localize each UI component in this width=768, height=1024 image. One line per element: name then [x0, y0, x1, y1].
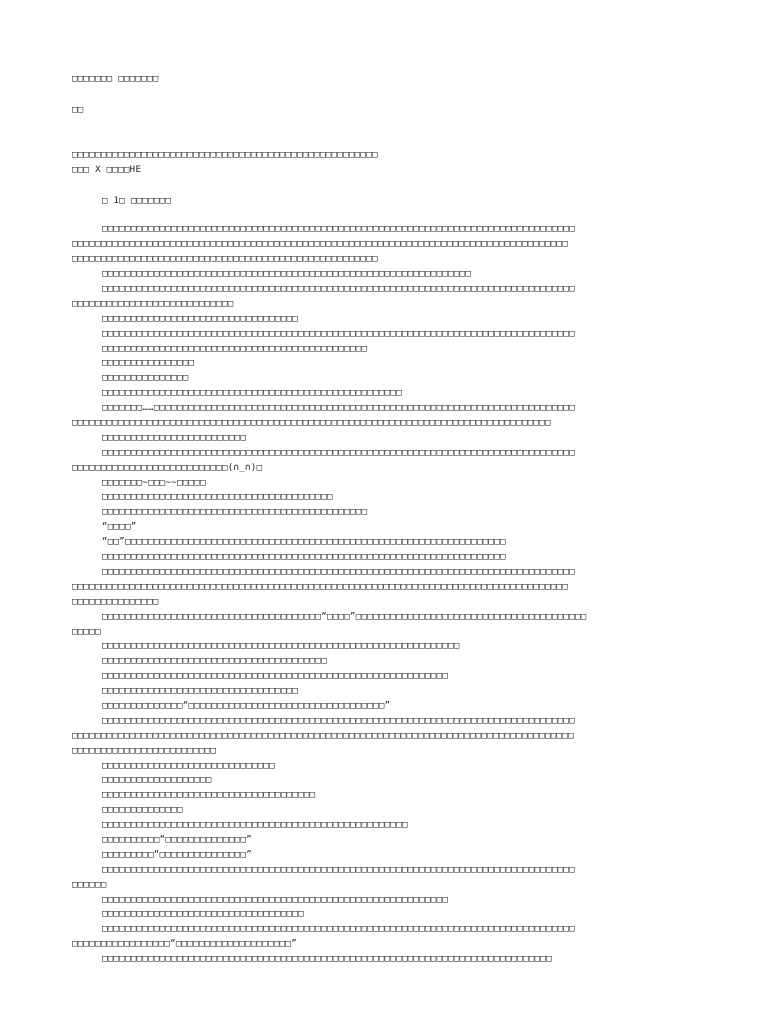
body-text-line: □□□□□□□□□□□□□□□□□□□□□□□□□□□□□□□□□□□□□□□□□□□□□□□□□□□□□□□□□□□□□□□□□□□□□□□□□□□□□□ [102, 954, 552, 965]
body-text-line: □□□□□□□□□□□□□□□□□□□□□□□□□□□□□□□□□□□□□□□□□□□□□□□□□□□□□□□□□□□□□□□□□□□□□□□□□□□□□□□□□□ [102, 715, 576, 726]
body-text-line: “□□”□□□□□□□□□□□□□□□□□□□□□□□□□□□□□□□□□□□□□□□□□□□□□□□□□□□□□□□□□□□□□□□□□□ [102, 537, 506, 548]
body-text-line: □□□□□□□□□□□□□□□□□□□□□□□□□□□□□□□□□□□ [102, 909, 304, 920]
body-text-line: □□□□□□□□□□□□□□□□□□□□□□□□□□□□□□□□□□□□□□□□□□□□□□□□□□□□□□□□□□□□□□□□□□□□□□□□□□□□□□□□□□ [102, 566, 576, 577]
document-page [72, 72, 708, 967]
body-text-line: □□□□□□□□□□□□□□□□□“□□□□□□□□□□□□□□□□□□□□” [72, 939, 297, 950]
body-text-line: □□□□□□□□□□□□□□□□□□□□□□□□□□□□□□□□□□□□□□□□□□□□□□ [102, 343, 368, 354]
body-text-line: □□□□□□□□□□□□□□□□□□□□□□□□□□□□□□□□□□□□□□“□□□□”□□□□□□□□□□□□□□□□□□□□□□□□□□□□□□□□□□□□□□□□ [102, 611, 587, 622]
body-text-line: □□□□□□□□□□□□□□□□□□□□□□□□□□□□□□□□□□□□□□□□□□□□□□□□□□□□□□□□□□□□□□□□□□□□□□□□□□□□□□□□□□ [102, 284, 576, 295]
document-author: □□ [72, 104, 84, 115]
body-text-line: □□□□□□□□□□□□□□□□□□□□□□□□□□□□□□□□□□□□□□□□□□□□□□□□□□□□□□□□□□□□□□□□□□□□□□□□□□□□□□□□□□□□□□□ [72, 730, 574, 741]
body-text-line: □□□□□□□□□□□□□□□□□□□□□□□□□□□□□□□□□□□□□□□□□□□□□□□□□□□□□□□□□□□□□□□□□□□□□□□□□□□□□□□□□□ [102, 924, 576, 935]
body-text-line: □□□□□□□□□□□□□□□□□□□□□□□□□□□□□□□□□□□□□□□□□□□□□□ [102, 507, 368, 518]
body-text-line: □□□□□□□□□□□□□□□□□□□□□□□□□□□□ [72, 298, 234, 309]
body-text-line: □□□□□□□□□□□□□□□□□□□ [102, 775, 212, 786]
body-text-line: □□□□□□□□□□□□□□□□□□□□□□□□□□□□□□□□□□□□□□□□□□□□□□□□□□□□□□□□□□□□□□□□□□□□□□□□□□□□□□□□□□ [102, 864, 576, 875]
body-text-line: □□□□□ [72, 626, 101, 637]
body-text-line: “□□□□” [102, 522, 137, 533]
body-text-line: □□□□□□□□□□□□□□□□□□□□□□□□□□□□□□□□□□□□□□□□□□□□□□□□□□□□□□□□□□□□□□□□□□□□□□□□□□□□□□□□□□ [102, 447, 576, 458]
body-text-line: □□□□□□□□□□□□□□□□□□□□□□□□□ [72, 745, 217, 756]
body-text-line: □□□□□□□□□□□□□□□ [72, 596, 159, 607]
body-text-line: □□□□□□□□□□□□□□□□□□□□□□□□□□□□□□□□□□□□□□□□□□□□□□□□□□□□□ [102, 820, 408, 831]
document-body [72, 222, 708, 967]
body-text-line: □□□□□□□□□□□□□□□□□□□□□□□□□□□□□□□□□□□□□□□□□□□□□□□□□□□□□□□□□□□□□□□□□□□□□□□□□□□□□□□□□□ [102, 224, 576, 235]
body-text-line: □□□□□□□□□□□□□□□□□□□□□□□□□□□□□□□□□□□□□□□□□□□□□□□□□□□□□□□□□□□□□□□□□□□□□□□□□□□□□□□□□□ [102, 328, 576, 339]
body-text-line: □□□□□□□□□□□□□□□□□□□□□□□□□□□□□□□□□□□□□□□□□□□□□□□□□□□□□□□□□□□□□□□□ [102, 269, 472, 280]
body-text-line: □□□□□□□□□□□□□□□□□□□□□□□□□□□□□□□□□□□□□□□□□□□□□□□□□□□□□□□□□□□□□□□□□□□□□□□□□□□□□□□□□□□□□□ [72, 581, 569, 592]
document-title: □□□□□□□ □□□□□□□ [72, 74, 159, 84]
body-text-line: □□□□□□□□□□□□□□□□□□□□□□□□□□□□□□□□□□□□□□□□□□□□□□□□□□□□□ [72, 254, 378, 265]
body-text-line: □□□□□□□□□□□□□□□□□□□□□□□□□□□□□□ [102, 760, 276, 771]
body-text-line: □□□□□□□……□□□□□□□□□□□□□□□□□□□□□□□□□□□□□□□□□□□□□□□□□□□□□□□□□□□□□□□□□□□□□□□□□□□□□□□□□ [102, 403, 576, 414]
body-text-line: □□□□□□□□□□□□□□□□□□□□□□□□□□□□□□□□□□□□□□□□□□□□□□□□□□□□□□□□□□□□□□□□□□□□□□□□□□□□□□□□□□□□□□ [72, 239, 569, 250]
body-text-line: □□□□□□□□□□□□□□□□□□□□□□□□□□□(∩_∩)□ [72, 462, 263, 473]
body-text-line: □□□□□□ [72, 879, 107, 890]
intro-block [72, 148, 708, 178]
body-text-line: □□□□□□□□□□□□□□□□□□□□□□□□□□□□□□□□□□□□□□□□□□□□□□□□□□□□□□□□□□□□ [102, 671, 449, 682]
body-text-line: □□□□□□□□□□□□□□ [102, 805, 183, 816]
body-text-line: □□□□□□□□□“□□□□□□□□□□□□□□□” [102, 849, 252, 860]
body-text-line: □□□□□□□□□□□□□□□□□□□□□□□□□□□□□□□□□□ [102, 313, 299, 324]
intro-line: □□□□□□□□□□□□□□□□□□□□□□□□□□□□□□□□□□□□□□□□□□□□□□□□□□□□□ [72, 149, 378, 160]
chapter-heading: □ 1□ □□□□□□□ [102, 195, 172, 206]
body-text-line: □□□□□□□□□□□□□□□□□□□□□□□□□□□□□□□□□□□□□□□□ [102, 492, 333, 503]
body-text-line: □□□□□□□□□□□□□□□□□□□□□□□□□□□□□□□□□□□□□□□□□□□□□□□□□□□□ [102, 388, 402, 399]
body-text-line: □□□□□□□□□□□□□□□□□□□□□□□□□□□□□□□□□□□□□□□□□□□□□□□□□□□□□□□□□□□□□□□□□□□□□□ [102, 552, 506, 563]
body-text-line: □□□□□□□□□□□□□□□□□□□□□□□□□ [102, 432, 247, 443]
body-text-line: □□□□□□□□□□□□□□□□□□□□□□□□□□□□□□□□□□□□□ [102, 790, 316, 801]
body-text-line: □□□□□□□□□□□□□□□□□□□□□□□□□□□□□□□□□□□□□□□ [102, 656, 327, 667]
body-text-line: □□□□□□□~□□□~~□□□□□ [102, 477, 206, 488]
body-text-line: □□□□□□□□□□□□□□□ [102, 373, 189, 384]
body-text-line: □□□□□□□□□□“□□□□□□□□□□□□□□” [102, 834, 252, 845]
body-text-line: □□□□□□□□□□□□□□□□□□□□□□□□□□□□□□□□□□□□□□□□□□□□□□□□□□□□□□□□□□□□ [102, 894, 449, 905]
body-text-line: □□□□□□□□□□□□□□□□□□□□□□□□□□□□□□□□□□ [102, 686, 299, 697]
body-text-line: □□□□□□□□□□□□□□□□ [102, 358, 195, 369]
body-text-line: □□□□□□□□□□□□□□□□□□□□□□□□□□□□□□□□□□□□□□□□□□□□□□□□□□□□□□□□□□□□□□ [102, 641, 460, 652]
intro-line: □□□ X □□□□HE [72, 164, 142, 175]
body-text-line: □□□□□□□□□□□□□□“□□□□□□□□□□□□□□□□□□□□□□□□□□□□□□□□□□” [102, 700, 391, 711]
body-text-line: □□□□□□□□□□□□□□□□□□□□□□□□□□□□□□□□□□□□□□□□□□□□□□□□□□□□□□□□□□□□□□□□□□□□□□□□□□□□□□□□□□□ [72, 418, 551, 429]
